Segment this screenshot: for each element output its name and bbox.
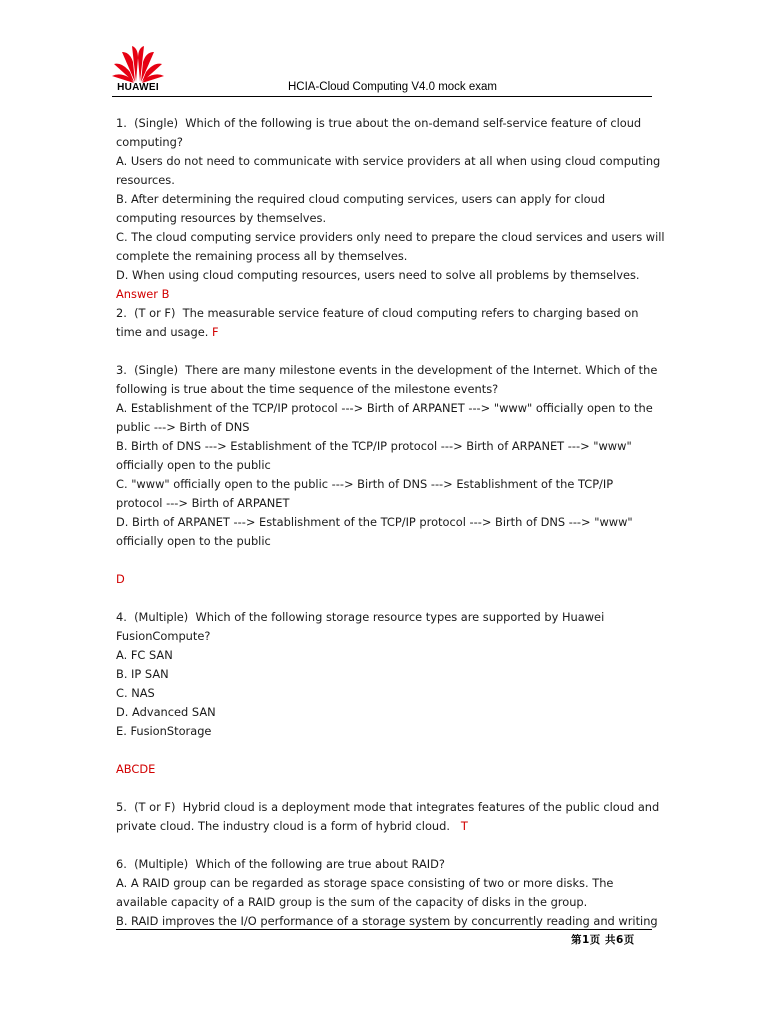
- question-4: [116, 608, 656, 779]
- option-a: public ---> Birth of DNS: [116, 420, 250, 434]
- question-text: 2. (T or F) The measurable service feature of cloud computing refers to charging based on: [116, 306, 639, 320]
- question-6: [116, 855, 656, 931]
- option-c: complete the remaining process all by themselves.: [116, 249, 408, 263]
- huawei-petals-icon: [112, 44, 164, 84]
- answer: Answer B: [116, 287, 170, 301]
- question-1: [116, 114, 665, 304]
- option-a: A. A RAID group can be regarded as storage space consisting of two or more disks. The: [116, 876, 614, 890]
- option-d: D. Advanced SAN: [116, 705, 216, 719]
- option-a: resources.: [116, 173, 175, 187]
- question-text: following is true about the time sequence of the milestone events?: [116, 382, 499, 396]
- option-c: C. The cloud computing service providers only need to prepare the cloud services and users will: [116, 230, 665, 244]
- option-c: protocol ---> Birth of ARPANET: [116, 496, 290, 510]
- question-text: computing?: [116, 135, 183, 149]
- option-b: B. Birth of DNS ---> Establishment of the TCP/IP protocol ---> Birth of ARPANET ---> "www": [116, 439, 632, 453]
- option-d: D. When using cloud computing resources, users need to solve all problems by themselves.: [116, 268, 640, 282]
- option-b: computing resources by themselves.: [116, 211, 327, 225]
- answer: T: [460, 819, 468, 833]
- question-text: 5. (T or F) Hybrid cloud is a deployment mode that integrates features of the public cloud and: [116, 800, 660, 814]
- option-b: B. After determining the required cloud computing services, users can apply for cloud: [116, 192, 606, 206]
- question-text: 3. (Single) There are many milestone events in the development of the Internet. Which of the: [116, 363, 658, 377]
- question-text: FusionCompute?: [116, 629, 211, 643]
- option-e: E. FusionStorage: [116, 724, 212, 738]
- question-3: [116, 361, 656, 589]
- option-a: A. Users do not need to communicate with service providers at all when using cloud computing: [116, 154, 661, 168]
- answer: ABCDE: [116, 762, 156, 776]
- brand-name: HUAWEI: [117, 82, 159, 93]
- question-2: [116, 304, 656, 342]
- option-c: C. NAS: [116, 686, 155, 700]
- header-divider: [112, 96, 652, 97]
- question-text: time and usage.: [116, 325, 213, 339]
- answer: D: [116, 572, 125, 586]
- option-b: B. RAID improves the I/O performance of a storage system by concurrently reading and writing: [116, 914, 658, 928]
- page-header-title: HCIA-Cloud Computing V4.0 mock exam: [288, 81, 497, 93]
- option-d: officially open to the public: [116, 534, 271, 548]
- question-text: 1. (Single) Which of the following is true about the on-demand self-service feature of cloud: [116, 116, 642, 130]
- question-text: 4. (Multiple) Which of the following storage resource types are supported by Huawei: [116, 610, 605, 624]
- page-number: 第1页 共6页: [571, 934, 635, 946]
- option-b: B. IP SAN: [116, 667, 169, 681]
- footer-divider: [116, 929, 652, 930]
- option-b: officially open to the public: [116, 458, 271, 472]
- question-text: 6. (Multiple) Which of the following are true about RAID?: [116, 857, 445, 871]
- option-c: C. "www" officially open to the public ---> Birth of DNS ---> Establishment of the TCP/IP: [116, 477, 614, 491]
- option-d: D. Birth of ARPANET ---> Establishment of the TCP/IP protocol ---> Birth of DNS ---> "www": [116, 515, 633, 529]
- option-a: available capacity of a RAID group is the sum of the capacity of disks in the group.: [116, 895, 588, 909]
- option-a: A. FC SAN: [116, 648, 173, 662]
- option-a: A. Establishment of the TCP/IP protocol ---> Birth of ARPANET ---> "www" officially open to the: [116, 401, 653, 415]
- exam-content: [116, 114, 665, 931]
- question-5: [116, 798, 660, 836]
- question-text: private cloud. The industry cloud is a form of hybrid cloud.: [116, 819, 461, 833]
- answer: F: [212, 325, 219, 339]
